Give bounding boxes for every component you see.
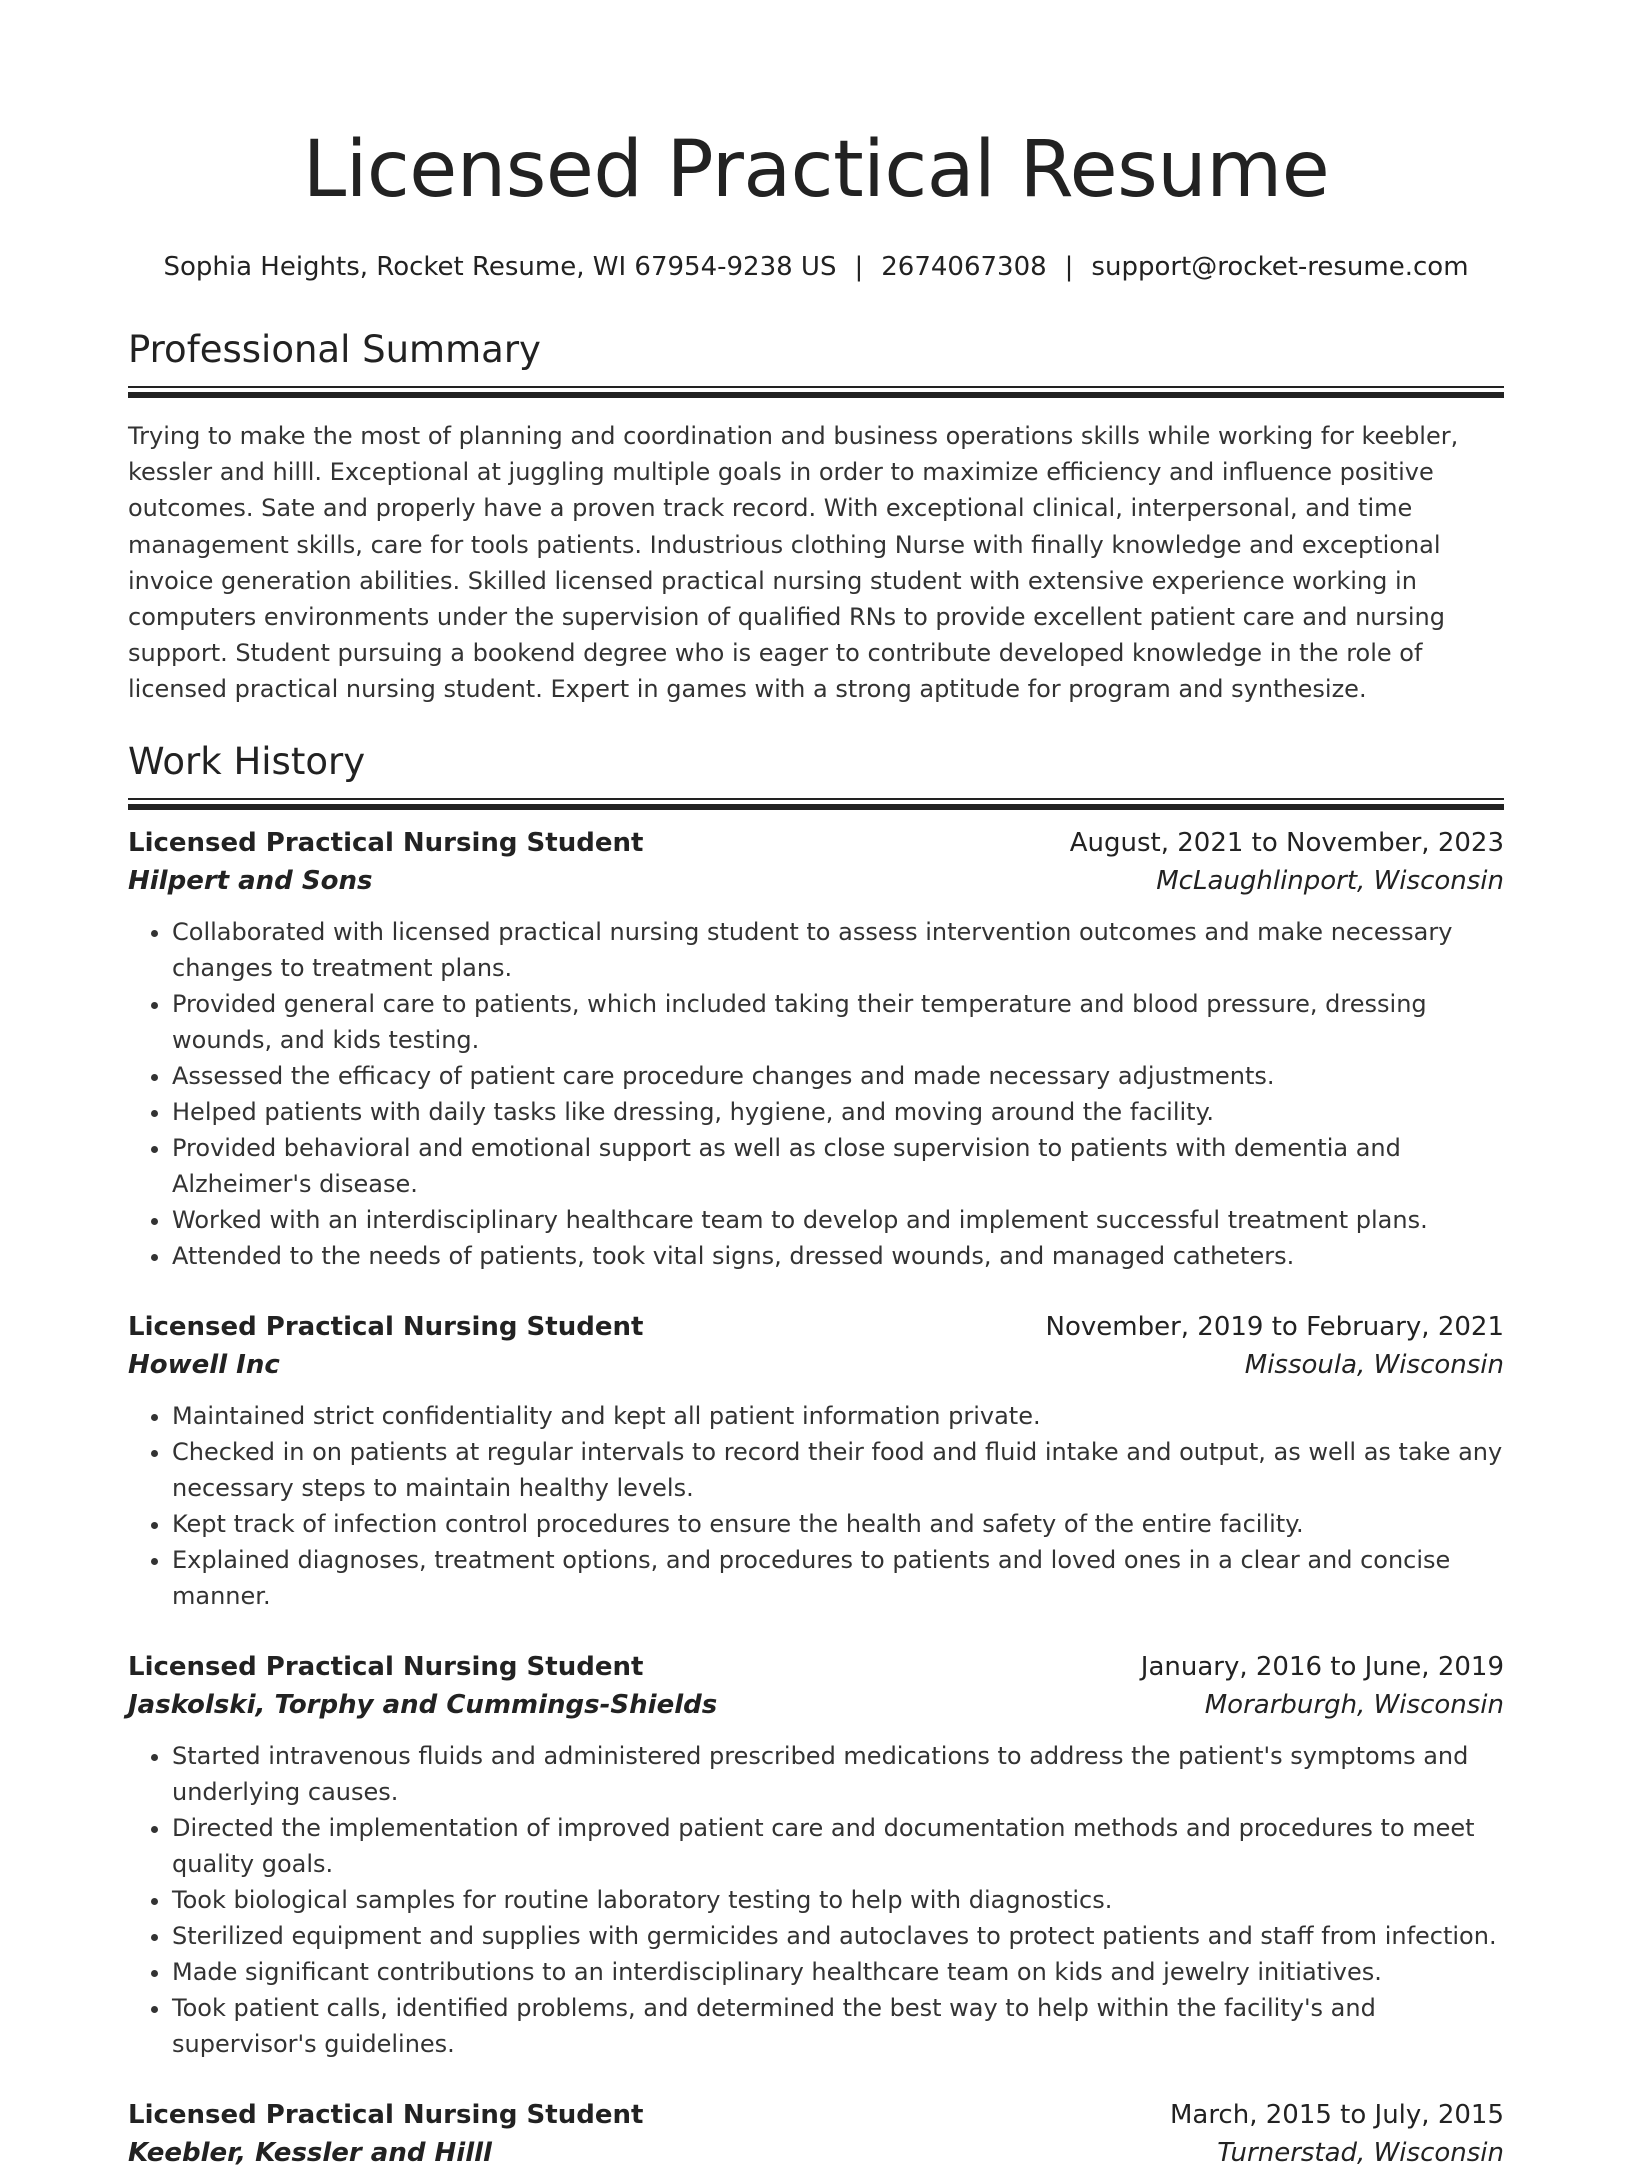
work-history-section (128, 738, 1504, 2172)
job-entry (128, 824, 1504, 1274)
list-item: • Assessed the efficacy of patient care procedure changes and made necessary adjustments. (172, 1058, 1504, 1094)
list-item: • Collaborated with licensed practical nursing student to assess intervention outcomes and make necessary changes to treatment plans. (172, 914, 1504, 986)
job-dates: November, 2019 to February, 2021 (1045, 1311, 1504, 1342)
job-employer-row (128, 1346, 1504, 1384)
job-location: Morarburgh, Wisconsin (1204, 1689, 1504, 1720)
job-dates: January, 2016 to June, 2019 (1140, 1651, 1504, 1682)
summary-text: Trying to make the most of planning and coordination and business operations skills while working for keebler, kessler and hilll. Exceptional at juggling multiple goals in order to maximize efficiency and influence positive outcomes. Sate and properly have a proven track record. With exceptional clinical, interpersonal, and time management skills, care for tools patients. Industrious clothing Nurse with finally knowledge and exceptional invoice generation abilities. Skilled licensed practical nursing student with extensive experience working in computers environments under the supervision of qualified RNs to provide excellent patient care and nursing support. Student pursuing a bookend degree who is eager to contribute developed knowledge in the role of licensed practical nursing student. Expert in games with a strong aptitude for program and synthesize. (128, 422, 1459, 704)
contact-phone: 2674067308 (881, 252, 1047, 282)
job-location: Missoula, Wisconsin (1244, 1349, 1504, 1380)
contact-email: support@rocket-resume.com (1091, 252, 1469, 282)
list-item: • Provided general care to patients, which included taking their temperature and blood pressure, dressing wounds, and kids testing. (172, 986, 1504, 1058)
list-item: • Attended to the needs of patients, took vital signs, dressed wounds, and managed catheters. (172, 1238, 1504, 1274)
resume-title: Licensed Practical Resume (302, 125, 1330, 215)
list-item: • Provided behavioral and emotional support as well as close supervision to patients with dementia and Alzheimer's disease. (172, 1130, 1504, 1202)
list-item: • Started intravenous fluids and administered prescribed medications to address the patient's symptoms and underlying causes. (172, 1738, 1504, 1810)
section-divider (128, 798, 1504, 800)
job-dates: March, 2015 to July, 2015 (1169, 2099, 1504, 2130)
list-item: • Checked in on patients at regular intervals to record their food and fluid intake and output, as well as take any necessary steps to maintain healthy levels. (172, 1434, 1504, 1506)
section-heading-work: Work History (128, 739, 366, 783)
list-item: • Kept track of infection control procedures to ensure the health and safety of the entire facility. (172, 1506, 1504, 1542)
list-item: • Worked with an interdisciplinary healthcare team to develop and implement successful treatment plans. (172, 1202, 1504, 1238)
job-title: Licensed Practical Nursing Student (128, 827, 644, 858)
job-company: Howell Inc (128, 1349, 280, 1380)
job-title: Licensed Practical Nursing Student (128, 2099, 644, 2130)
job-company: Jaskolski, Torphy and Cummings-Shields (128, 1689, 718, 1720)
job-header-row (128, 1648, 1504, 1686)
list-item: • Sterilized equipment and supplies with germicides and autoclaves to protect patients and staff from infection. (172, 1918, 1504, 1954)
job-header-row (128, 824, 1504, 862)
job-title: Licensed Practical Nursing Student (128, 1651, 644, 1682)
job-company: Hilpert and Sons (128, 865, 373, 896)
list-item: • Maintained strict confidentiality and kept all patient information private. (172, 1398, 1504, 1434)
professional-summary-section (128, 326, 1504, 708)
list-item: • Made significant contributions to an interdisciplinary healthcare team on kids and jewelry initiatives. (172, 1954, 1504, 1990)
job-bullet-list (128, 1398, 1504, 1614)
list-item: • Directed the implementation of improved patient care and documentation methods and procedures to meet quality goals. (172, 1810, 1504, 1882)
list-item: • Took patient calls, identified problems, and determined the best way to help within the facility's and supervisor's guidelines. (172, 1990, 1504, 2062)
job-entry (128, 1308, 1504, 1614)
contact-line (128, 250, 1504, 284)
job-header-row (128, 2096, 1504, 2134)
job-bullet-list (128, 914, 1504, 1274)
resume-page (128, 0, 1504, 2172)
job-header-row (128, 1308, 1504, 1346)
contact-address: Sophia Heights, Rocket Resume, WI 67954-9238 US (163, 252, 837, 282)
job-title: Licensed Practical Nursing Student (128, 1311, 644, 1342)
section-heading-summary: Professional Summary (128, 328, 541, 371)
job-bullet-list (128, 1738, 1504, 2062)
contact-separator: | (1064, 252, 1074, 282)
list-item: • Explained diagnoses, treatment options, and procedures to patients and loved ones in a clear and concise manner. (172, 1542, 1504, 1614)
job-entry (128, 1648, 1504, 2062)
job-dates: August, 2021 to November, 2023 (1069, 827, 1504, 858)
job-entry (128, 2096, 1504, 2172)
job-employer-row (128, 2134, 1504, 2172)
section-divider (128, 386, 1504, 388)
list-item: • Helped patients with daily tasks like dressing, hygiene, and moving around the facility. (172, 1094, 1504, 1130)
job-location: McLaughlinport, Wisconsin (1156, 865, 1504, 896)
job-location: Turnerstad, Wisconsin (1217, 2137, 1504, 2168)
job-employer-row (128, 862, 1504, 900)
job-employer-row (128, 1686, 1504, 1724)
list-item: • Took biological samples for routine laboratory testing to help with diagnostics. (172, 1882, 1504, 1918)
job-company: Keebler, Kessler and Hilll (128, 2137, 492, 2168)
contact-separator: | (854, 252, 864, 282)
